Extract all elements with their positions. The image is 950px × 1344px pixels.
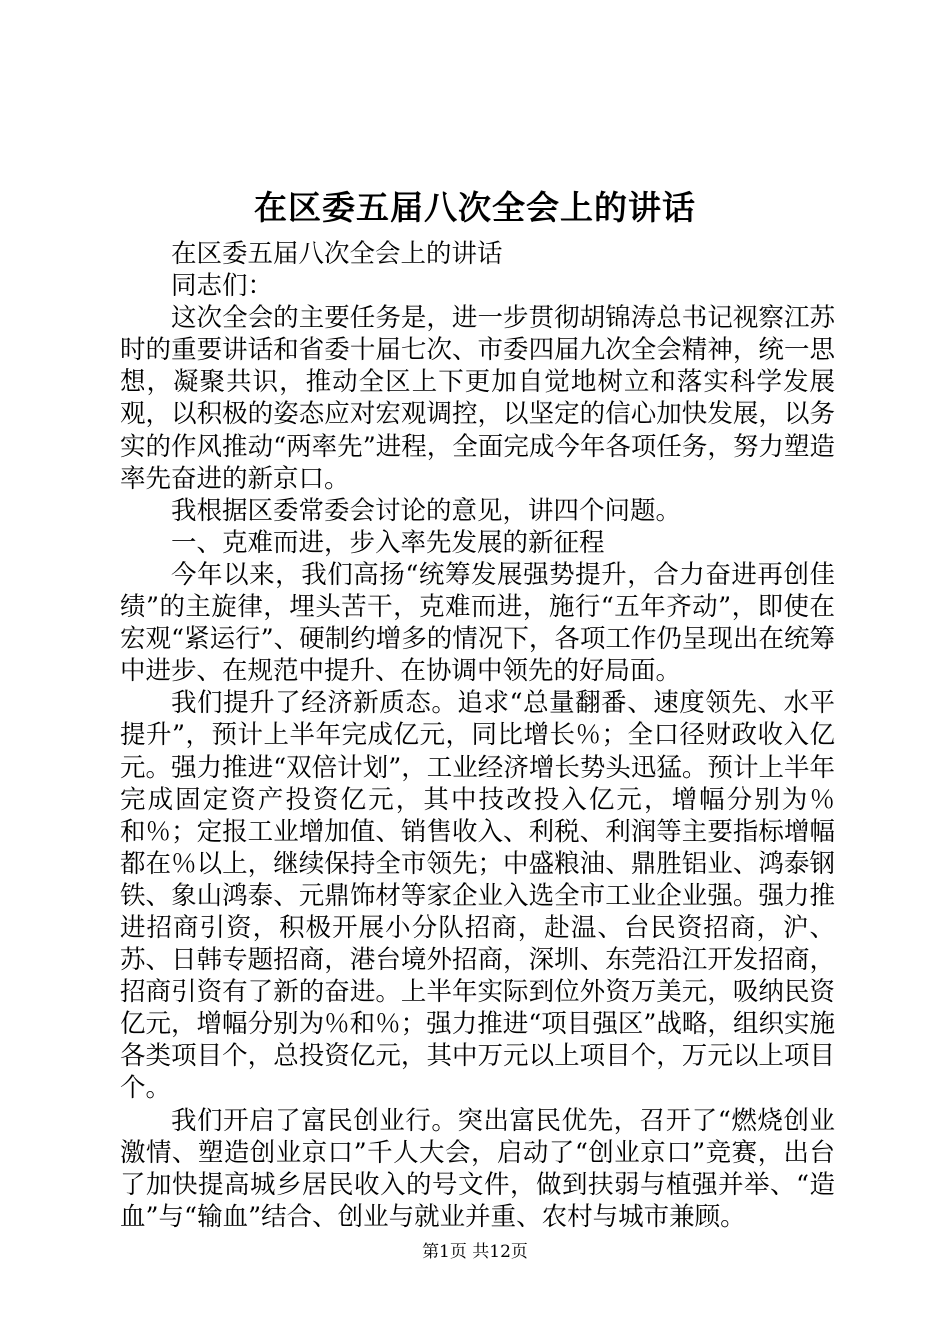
document-title: 在区委五届八次全会上的讲话 [254, 188, 696, 227]
document-body [120, 238, 835, 1233]
paragraph-salutation: 同志们： [171, 271, 274, 302]
paragraph-subtitle: 在区委五届八次全会上的讲话 [171, 239, 503, 269]
paragraph-main-task: 这次全会的主要任务是，进一步贯彻胡锦涛总书记视察江苏时的重要讲话和省委十届七次、市委四届九次全会精神，统一思想，凝聚共识，推动全区上下更加自觉地树立和落实科学发展观，以积极的姿态应对宏观调控，以坚定的信心加快发展，以务实的作风推动“两率先”进程，全面完成今年各项任务，努力塑造率先奋进的新京口。 [120, 303, 835, 494]
paragraph-entrepreneurship: 我们开启了富民创业行。突出富民优先，召开了“燃烧创业激情、塑造创业京口”千人大会，启动了“创业京口”竞赛，出台了加快提高城乡居民收入的号文件，做到扶弱与植强并举、“造血”与“输血”结合、创业与就业并重、农村与城市兼顾。 [120, 1105, 835, 1232]
page-number-footer: 第1页 共12页 [422, 1242, 528, 1262]
section-heading-one: 一、克难而进，步入率先发展的新征程 [171, 527, 605, 558]
paragraph-economy: 我们提升了经济新质态。追求“总量翻番、速度领先、水平提升”，预计上半年完成亿元，同比增长％；全口径财政收入亿元。强力推进“双倍计划”，工业经济增长势头迅猛。预计上半年完成固定资产投资亿元，其中技改投入亿元，增幅分别为％和％；定报工业增加值、销售收入、利税、利润等主要指标增幅都在％以上，继续保持全市领先；中盛粮油、鼎胜铝业、鸿泰钢铁、象山鸿泰、元鼎饰材等家企业入选全市工业企业强。强力推进招商引资，积极开展小分队招商，赴温、台民资招商，沪、苏、日韩专题招商，港台境外招商，深圳、东莞沿江开发招商，招商引资有了新的奋进。上半年实际到位外资万美元，吸纳民资亿元，增幅分别为％和％；强力推进“项目强区”战略，组织实施各类项目个，总投资亿元，其中万元以上项目个，万元以上项目个。 [120, 688, 835, 1104]
paragraph-four-issues: 我根据区委常委会讨论的意见，讲四个问题。 [171, 495, 682, 526]
paragraph-this-year: 今年以来，我们高扬“统筹发展强势提升，合力奋进再创佳绩”的主旋律，埋头苦干，克难而进，施行“五年齐动”，即使在宏观“紧运行”、硬制约增多的情况下，各项工作仍呈现出在统筹中进步、在规范中提升、在协调中领先的好局面。 [120, 559, 835, 687]
